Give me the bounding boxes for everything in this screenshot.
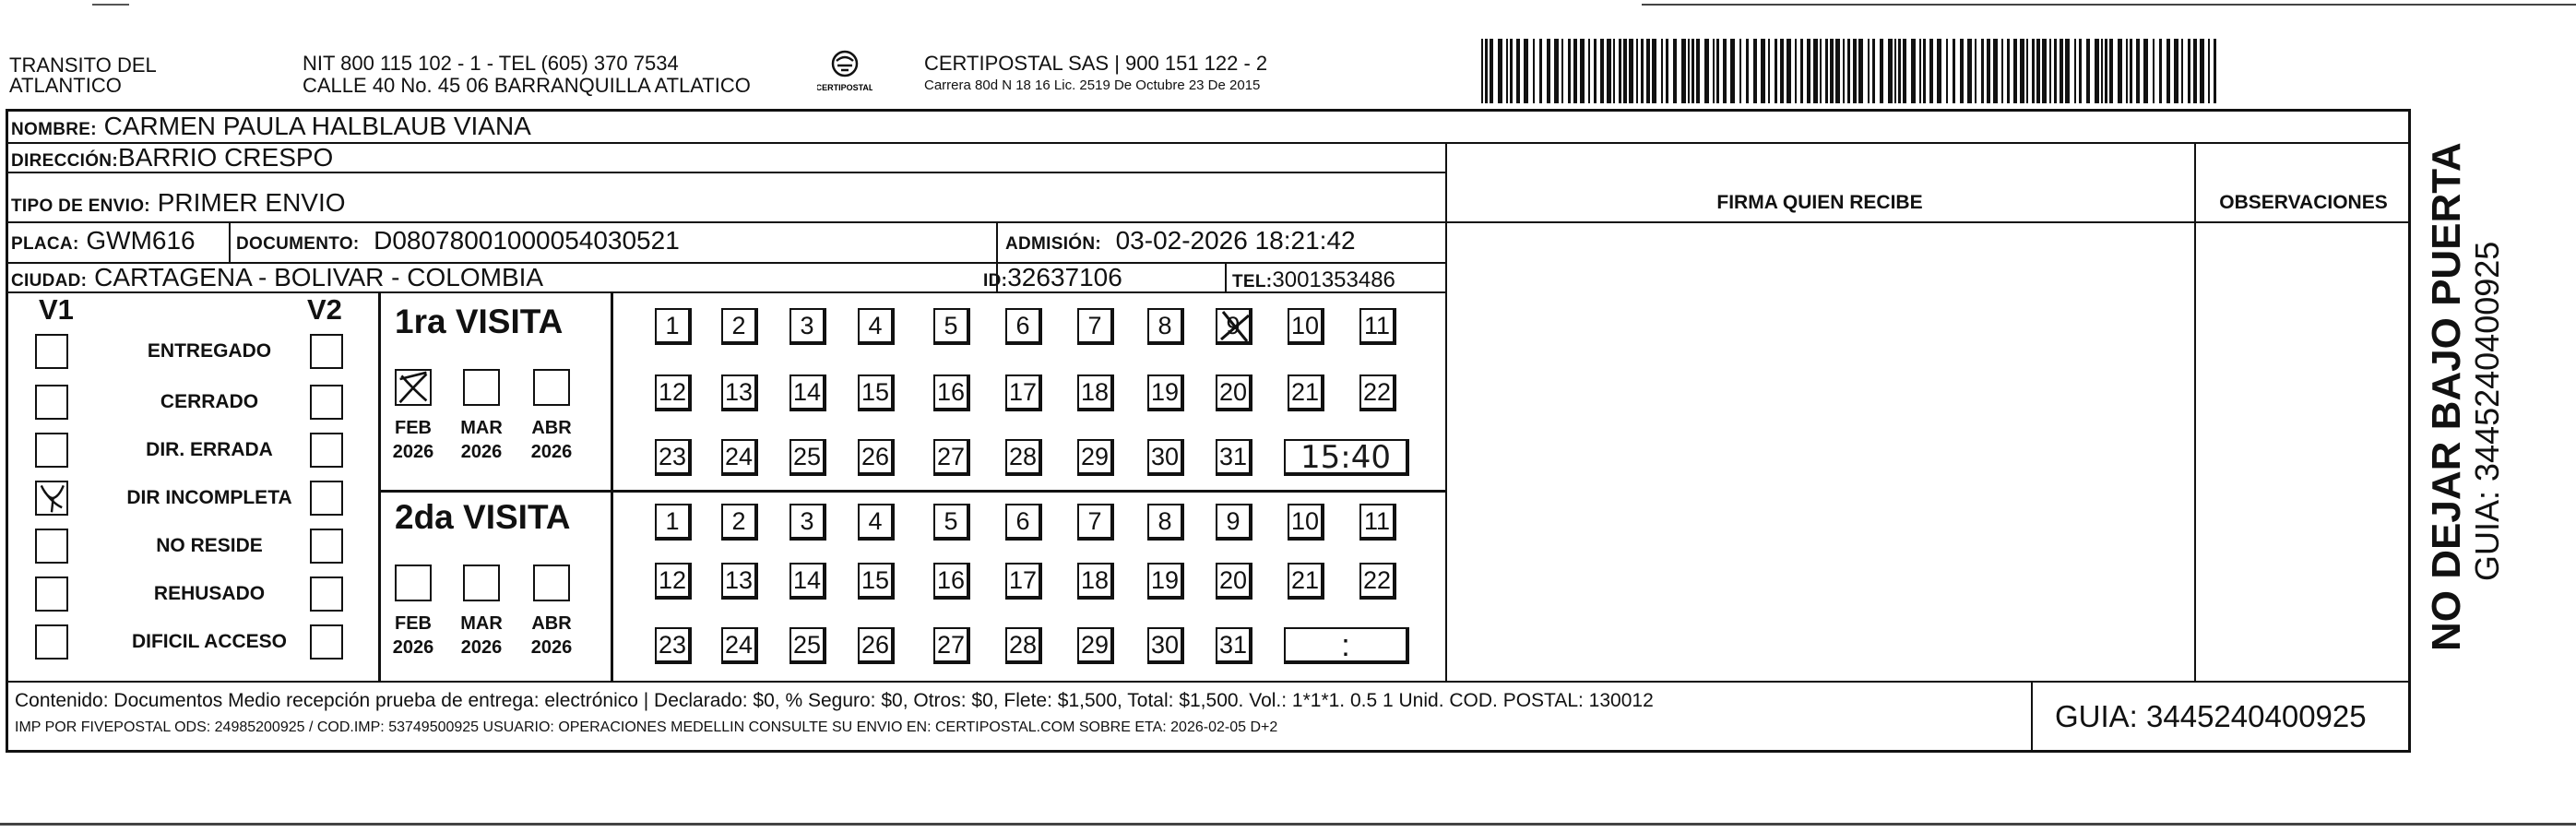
status-label: NO RESIDE: [156, 535, 263, 556]
visit2-day-3[interactable]: 3: [789, 504, 826, 541]
barcode-bar: [1929, 39, 1933, 103]
barcode-bar: [1843, 39, 1845, 103]
barcode-bar: [1641, 39, 1644, 103]
visit1-day-15[interactable]: 15: [858, 374, 895, 411]
certipostal-logo: [817, 48, 873, 100]
barcode-bar: [1775, 39, 1777, 103]
visit2-month-checkbox[interactable]: [463, 565, 500, 601]
tipo-envio-label: TIPO DE ENVIO:: [11, 196, 150, 216]
barcode-bar: [1868, 39, 1870, 103]
visit2-day-11[interactable]: 11: [1359, 504, 1396, 541]
barcode-bar: [1619, 39, 1621, 103]
visit1-day-16[interactable]: 16: [933, 374, 970, 411]
sender-name-line2: ATLANTICO: [9, 74, 122, 97]
visit2-day-30[interactable]: 30: [1147, 627, 1184, 664]
visit1-day-cross-mark: [1216, 308, 1252, 345]
barcode-bar: [1681, 39, 1686, 103]
v1-checkbox[interactable]: [35, 624, 68, 660]
barcode-bar: [1661, 39, 1663, 103]
v2-header: V2: [307, 293, 342, 326]
rule: [378, 291, 381, 681]
barcode-bar: [1813, 39, 1818, 103]
barcode-bar: [1753, 39, 1757, 103]
visit2-day-15[interactable]: 15: [858, 563, 895, 600]
visit2-month-checkbox[interactable]: [395, 565, 432, 601]
tipo-envio-value: PRIMER ENVIO: [157, 188, 346, 217]
barcode-bar: [1872, 39, 1875, 103]
admision-cell: [1005, 226, 1356, 259]
documento-cell: [236, 226, 680, 259]
barcode-bar: [2136, 39, 2140, 103]
visit1-day-2[interactable]: 2: [721, 308, 758, 345]
barcode-bar: [1588, 39, 1590, 103]
barcode-bar: [1858, 39, 1863, 103]
visit1-day-9[interactable]: 9: [1216, 308, 1252, 345]
visit2-day-21[interactable]: 21: [1288, 563, 1324, 600]
barcode-bar: [1911, 39, 1916, 103]
v1-header: V1: [39, 293, 74, 326]
tel-label: TEL:: [1232, 272, 1273, 291]
barcode-bar: [1516, 39, 1520, 103]
visit2-day-17[interactable]: 17: [1005, 563, 1042, 600]
visit2-day-26[interactable]: 26: [858, 627, 895, 664]
visit1-day-17[interactable]: 17: [1005, 374, 1042, 411]
status-label: REHUSADO: [153, 583, 266, 604]
logo-text: CERTIPOSTAL: [817, 83, 873, 92]
barcode-bar: [1975, 39, 1977, 103]
visit1-title: 1ra VISITA: [395, 303, 564, 340]
barcode-bar: [1481, 39, 1483, 103]
courier-line2: Carrera 80d N 18 16 Lic. 2519 De Octubre 23 De 2015: [924, 77, 1261, 93]
barcode: [1481, 39, 2223, 103]
visit1-day-18[interactable]: 18: [1077, 374, 1114, 411]
v1-checkbox[interactable]: [35, 334, 68, 369]
barcode-bar: [2101, 39, 2103, 103]
visit1-day-7[interactable]: 7: [1077, 308, 1114, 345]
barcode-bar: [1746, 39, 1749, 103]
barcode-bar: [1580, 39, 1585, 103]
visit2-day-10[interactable]: 10: [1288, 504, 1324, 541]
barcode-bar: [1510, 39, 1513, 103]
visit1-day-31[interactable]: 31: [1216, 439, 1252, 476]
barcode-bar: [1561, 39, 1563, 103]
visit2-day-16[interactable]: 16: [933, 563, 970, 600]
visit1-day-22[interactable]: 22: [1359, 374, 1396, 411]
visit2-title: 2da VISITA: [395, 498, 571, 536]
visit1-day-30[interactable]: 30: [1147, 439, 1184, 476]
visit2-day-22[interactable]: 22: [1359, 563, 1396, 600]
visit1-day-28[interactable]: 28: [1005, 439, 1042, 476]
barcode-bar: [1539, 39, 1542, 103]
barcode-bar: [1688, 39, 1690, 103]
visit1-day-26[interactable]: 26: [858, 439, 895, 476]
rule: [611, 291, 613, 681]
barcode-bar: [2130, 39, 2132, 103]
id-label: ID:: [983, 271, 1008, 291]
barcode-bar: [1666, 39, 1668, 103]
v1-checkbox[interactable]: [35, 576, 68, 612]
sender-info-line2: CALLE 40 No. 45 06 BARRANQUILLA ATLATICO: [303, 74, 751, 97]
barcode-bar: [1652, 39, 1656, 103]
barcode-bar: [1903, 39, 1906, 103]
rule: [378, 490, 1446, 493]
visit1-time-field[interactable]: 15:40: [1284, 439, 1409, 476]
visit2-day-9[interactable]: 9: [1216, 504, 1252, 541]
visit1-day-25[interactable]: 25: [789, 439, 826, 476]
visit1-day-13[interactable]: 13: [721, 374, 758, 411]
visit1-month-checkbox[interactable]: [463, 369, 500, 406]
barcode-bar: [1993, 39, 1998, 103]
visit2-year-label: 2026: [460, 637, 503, 658]
rule: [6, 681, 2411, 683]
visit1-day-20[interactable]: 20: [1216, 374, 1252, 411]
barcode-bar: [1607, 39, 1611, 103]
v1-checkbox[interactable]: [35, 385, 68, 420]
courier-line1: CERTIPOSTAL SAS | 900 151 122 - 2: [924, 52, 1268, 75]
visit1-day-1[interactable]: 1: [655, 308, 692, 345]
status-label: DIFICIL ACCESO: [131, 631, 287, 652]
visit2-day-12[interactable]: 12: [655, 563, 692, 600]
barcode-bar: [2159, 39, 2162, 103]
visit2-day-29[interactable]: 29: [1077, 627, 1114, 664]
barcode-bar: [1498, 39, 1502, 103]
tel-value: 3001353486: [1272, 267, 1395, 292]
visit1-day-29[interactable]: 29: [1077, 439, 1114, 476]
barcode-bar: [1485, 39, 1488, 103]
visit2-month-label: MAR: [460, 613, 503, 634]
barcode-bar: [2174, 39, 2178, 103]
barcode-bar: [1623, 39, 1627, 103]
ciudad-label: CIUDAD:: [11, 271, 88, 291]
firma-header: FIRMA QUIEN RECIBE: [1716, 192, 1923, 213]
visit2-day-14[interactable]: 14: [789, 563, 826, 600]
rule: [2031, 681, 2033, 753]
side-guia: GUIA: 3445240400925: [2468, 241, 2506, 581]
barcode-bar: [1953, 39, 1955, 103]
rule: [229, 221, 231, 262]
scan-mark: [92, 4, 129, 6]
barcode-bar: [1780, 39, 1784, 103]
observaciones-header: OBSERVACIONES: [2219, 192, 2388, 213]
visit1-day-10[interactable]: 10: [1288, 308, 1324, 345]
visit2-day-28[interactable]: 28: [1005, 627, 1042, 664]
barcode-bar: [1704, 39, 1709, 103]
nombre-value: CARMEN PAULA HALBLAUB VIANA: [103, 112, 531, 140]
barcode-bar: [1713, 39, 1715, 103]
footer-line2: IMP POR FIVEPOSTAL ODS: 24985200925 / COD.IMP: 53749500925 USUARIO: OPERACIONES MEDELLIN CONSULTE SU ENVIO EN: CERTIPOSTAL.COM SOBRE ETA: 2026-02-05 D+2: [15, 719, 1278, 735]
admision-label: ADMISIÓN:: [1005, 234, 1102, 254]
visit1-year-label: 2026: [460, 442, 503, 462]
barcode-bar: [1960, 39, 1964, 103]
barcode-bar: [1894, 39, 1896, 103]
barcode-bar: [1888, 39, 1893, 103]
barcode-bar: [1768, 39, 1770, 103]
visit2-day-19[interactable]: 19: [1147, 563, 1184, 600]
visit1-day-5[interactable]: 5: [933, 308, 970, 345]
barcode-bar: [2042, 39, 2047, 103]
visit1-day-24[interactable]: 24: [721, 439, 758, 476]
v1-checkbox[interactable]: [35, 481, 68, 516]
barcode-bar: [2054, 39, 2057, 103]
barcode-bar: [2188, 39, 2190, 103]
ciudad-cell: [11, 263, 543, 296]
visit1-day-4[interactable]: 4: [858, 308, 895, 345]
barcode-bar: [1730, 39, 1735, 103]
visit1-day-27[interactable]: 27: [933, 439, 970, 476]
tel-cell: [1232, 266, 1395, 297]
v1-checkbox[interactable]: [35, 529, 68, 564]
visit1-month-label: FEB: [395, 418, 432, 438]
visit2-day-8[interactable]: 8: [1147, 504, 1184, 541]
visit1-day-12[interactable]: 12: [655, 374, 692, 411]
visit2-day-31[interactable]: 31: [1216, 627, 1252, 664]
visit1-day-14[interactable]: 14: [789, 374, 826, 411]
barcode-bar: [2036, 39, 2040, 103]
barcode-bar: [2109, 39, 2113, 103]
v2-checkbox[interactable]: [310, 433, 343, 468]
tipo-envio-row: [11, 188, 346, 221]
visit2-day-7[interactable]: 7: [1077, 504, 1114, 541]
barcode-bar: [1547, 39, 1550, 103]
status-label: CERRADO: [160, 391, 259, 412]
visit1-day-6[interactable]: 6: [1005, 308, 1042, 345]
barcode-bar: [1646, 39, 1650, 103]
visit1-day-23[interactable]: 23: [655, 439, 692, 476]
barcode-bar: [1636, 39, 1638, 103]
visit2-day-13[interactable]: 13: [721, 563, 758, 600]
visit1-month-label: MAR: [460, 418, 503, 438]
id-value: 32637106: [1007, 263, 1122, 291]
visit1-day-3[interactable]: 3: [789, 308, 826, 345]
barcode-bar: [2208, 39, 2210, 103]
barcode-bar: [1880, 39, 1883, 103]
barcode-bar: [1506, 39, 1508, 103]
placa-cell: [11, 226, 196, 259]
side-warning: NO DEJAR BAJO PUERTA: [2424, 142, 2469, 651]
barcode-bar: [2193, 39, 2197, 103]
barcode-bar: [1825, 39, 1828, 103]
visit2-day-6[interactable]: 6: [1005, 504, 1042, 541]
status-label: DIR INCOMPLETA: [126, 487, 292, 508]
barcode-bar: [1807, 39, 1810, 103]
barcode-bar: [2086, 39, 2090, 103]
barcode-bar: [1716, 39, 1719, 103]
barcode-bar: [2013, 39, 2017, 103]
barcode-bar: [2118, 39, 2122, 103]
v1-checkbox[interactable]: [35, 433, 68, 468]
barcode-bar: [2143, 39, 2148, 103]
barcode-bar: [1723, 39, 1727, 103]
visit2-year-label: 2026: [530, 637, 573, 658]
barcode-bar: [2060, 39, 2063, 103]
visit2-month-checkbox[interactable]: [533, 565, 570, 601]
barcode-bar: [1987, 39, 1990, 103]
visit1-month-label: ABR: [531, 418, 572, 438]
visit2-year-label: 2026: [392, 637, 434, 658]
barcode-bar: [2026, 39, 2028, 103]
direccion-row: [11, 143, 333, 176]
visit2-day-23[interactable]: 23: [655, 627, 692, 664]
barcode-bar: [2200, 39, 2204, 103]
placa-value: GWM616: [86, 226, 196, 255]
status-label: ENTREGADO: [147, 340, 272, 362]
visit1-month-checkbox[interactable]: [395, 369, 432, 406]
barcode-bar: [2074, 39, 2076, 103]
documento-label: DOCUMENTO:: [236, 234, 360, 254]
barcode-bar: [1835, 39, 1840, 103]
sender-name-line1: TRANSITO DEL: [9, 53, 157, 77]
v2-checkbox[interactable]: [310, 529, 343, 564]
barcode-bar: [1820, 39, 1822, 103]
visit2-day-24[interactable]: 24: [721, 627, 758, 664]
barcode-bar: [2214, 39, 2216, 103]
v2-checkbox[interactable]: [310, 334, 343, 369]
visit2-time-field[interactable]: :: [1284, 627, 1409, 664]
barcode-bar: [1600, 39, 1604, 103]
barcode-bar: [1937, 39, 1941, 103]
rule: [6, 221, 2411, 223]
visit2-day-27[interactable]: 27: [933, 627, 970, 664]
barcode-bar: [1696, 39, 1700, 103]
scan-mark: [1642, 4, 2576, 6]
visit2-day-2[interactable]: 2: [721, 504, 758, 541]
barcode-bar: [1919, 39, 1921, 103]
barcode-bar: [2020, 39, 2024, 103]
barcode-bar: [2181, 39, 2183, 103]
visit1-year-label: 2026: [530, 442, 573, 462]
direccion-value: BARRIO CRESPO: [117, 143, 334, 172]
barcode-bar: [1898, 39, 1901, 103]
nombre-row: [11, 112, 531, 145]
barcode-bar: [1613, 39, 1615, 103]
visit1-year-label: 2026: [392, 442, 434, 462]
barcode-bar: [2079, 39, 2082, 103]
footer-guia: GUIA: 3445240400925: [2055, 699, 2367, 733]
rule: [2194, 142, 2196, 681]
barcode-bar: [1787, 39, 1791, 103]
visit2-month-label: ABR: [531, 613, 572, 634]
v2-checkbox[interactable]: [310, 624, 343, 660]
barcode-bar: [1761, 39, 1765, 103]
barcode-bar: [1490, 39, 1493, 103]
placa-label: PLACA:: [11, 234, 79, 254]
documento-value: D08078001000054030521: [374, 226, 680, 255]
barcode-bar: [2095, 39, 2099, 103]
visit2-day-5[interactable]: 5: [933, 504, 970, 541]
barcode-bar: [1573, 39, 1577, 103]
visit1-month-checkbox[interactable]: [533, 369, 570, 406]
barcode-bar: [1981, 39, 1984, 103]
barcode-bar: [1533, 39, 1535, 103]
v2-checkbox[interactable]: [310, 385, 343, 420]
footer-line1: Contenido: Documentos Medio recepción prueba de entrega: electrónico | Declarado: $0, % Seguro: $0, Otros: $0, Flete: $1,500, Total: $1,500. Vol.: 1*1*1. 0.5 1 Unid. COD. POSTAL: 130012: [15, 690, 1654, 711]
nombre-label: NOMBRE:: [11, 120, 97, 139]
barcode-bar: [1853, 39, 1857, 103]
visit1-day-8[interactable]: 8: [1147, 308, 1184, 345]
barcode-bar: [1673, 39, 1677, 103]
visit2-month-label: FEB: [395, 613, 432, 634]
barcode-bar: [2065, 39, 2070, 103]
rule: [1225, 262, 1227, 291]
visit2-day-25[interactable]: 25: [789, 627, 826, 664]
barcode-bar: [1946, 39, 1948, 103]
direccion-label: DIRECCIÓN:: [11, 151, 118, 171]
visit2-day-4[interactable]: 4: [858, 504, 895, 541]
visit1-day-11[interactable]: 11: [1359, 308, 1396, 345]
scan-mark: [0, 823, 2576, 826]
visit2-day-1[interactable]: 1: [655, 504, 692, 541]
barcode-bar: [1830, 39, 1834, 103]
barcode-bar: [2007, 39, 2010, 103]
barcode-bar: [1847, 39, 1850, 103]
barcode-bar: [1629, 39, 1633, 103]
visit2-day-20[interactable]: 20: [1216, 563, 1252, 600]
barcode-bar: [2126, 39, 2128, 103]
barcode-bar: [1554, 39, 1559, 103]
barcode-bar: [1795, 39, 1797, 103]
ciudad-value: CARTAGENA - BOLIVAR - COLOMBIA: [94, 263, 544, 291]
barcode-bar: [2153, 39, 2155, 103]
v2-checkbox[interactable]: [310, 481, 343, 516]
barcode-bar: [1923, 39, 1926, 103]
status-label: DIR. ERRADA: [146, 439, 273, 460]
barcode-bar: [1594, 39, 1597, 103]
barcode-bar: [2032, 39, 2035, 103]
barcode-bar: [2166, 39, 2170, 103]
id-cell: [983, 263, 1122, 296]
barcode-bar: [2049, 39, 2051, 103]
barcode-bar: [1967, 39, 1972, 103]
sender-info-line1: NIT 800 115 102 - 1 - TEL (605) 370 7534: [303, 52, 679, 75]
admision-value: 03-02-2026 18:21:42: [1115, 226, 1356, 255]
barcode-bar: [1568, 39, 1571, 103]
barcode-bar: [2105, 39, 2107, 103]
barcode-bar: [1800, 39, 1803, 103]
visit1-day-21[interactable]: 21: [1288, 374, 1324, 411]
v2-checkbox[interactable]: [310, 576, 343, 612]
rule: [1445, 142, 1447, 681]
visit1-day-19[interactable]: 19: [1147, 374, 1184, 411]
barcode-bar: [2001, 39, 2003, 103]
visit2-day-18[interactable]: 18: [1077, 563, 1114, 600]
barcode-bar: [1739, 39, 1741, 103]
barcode-bar: [1692, 39, 1694, 103]
barcode-bar: [1524, 39, 1528, 103]
